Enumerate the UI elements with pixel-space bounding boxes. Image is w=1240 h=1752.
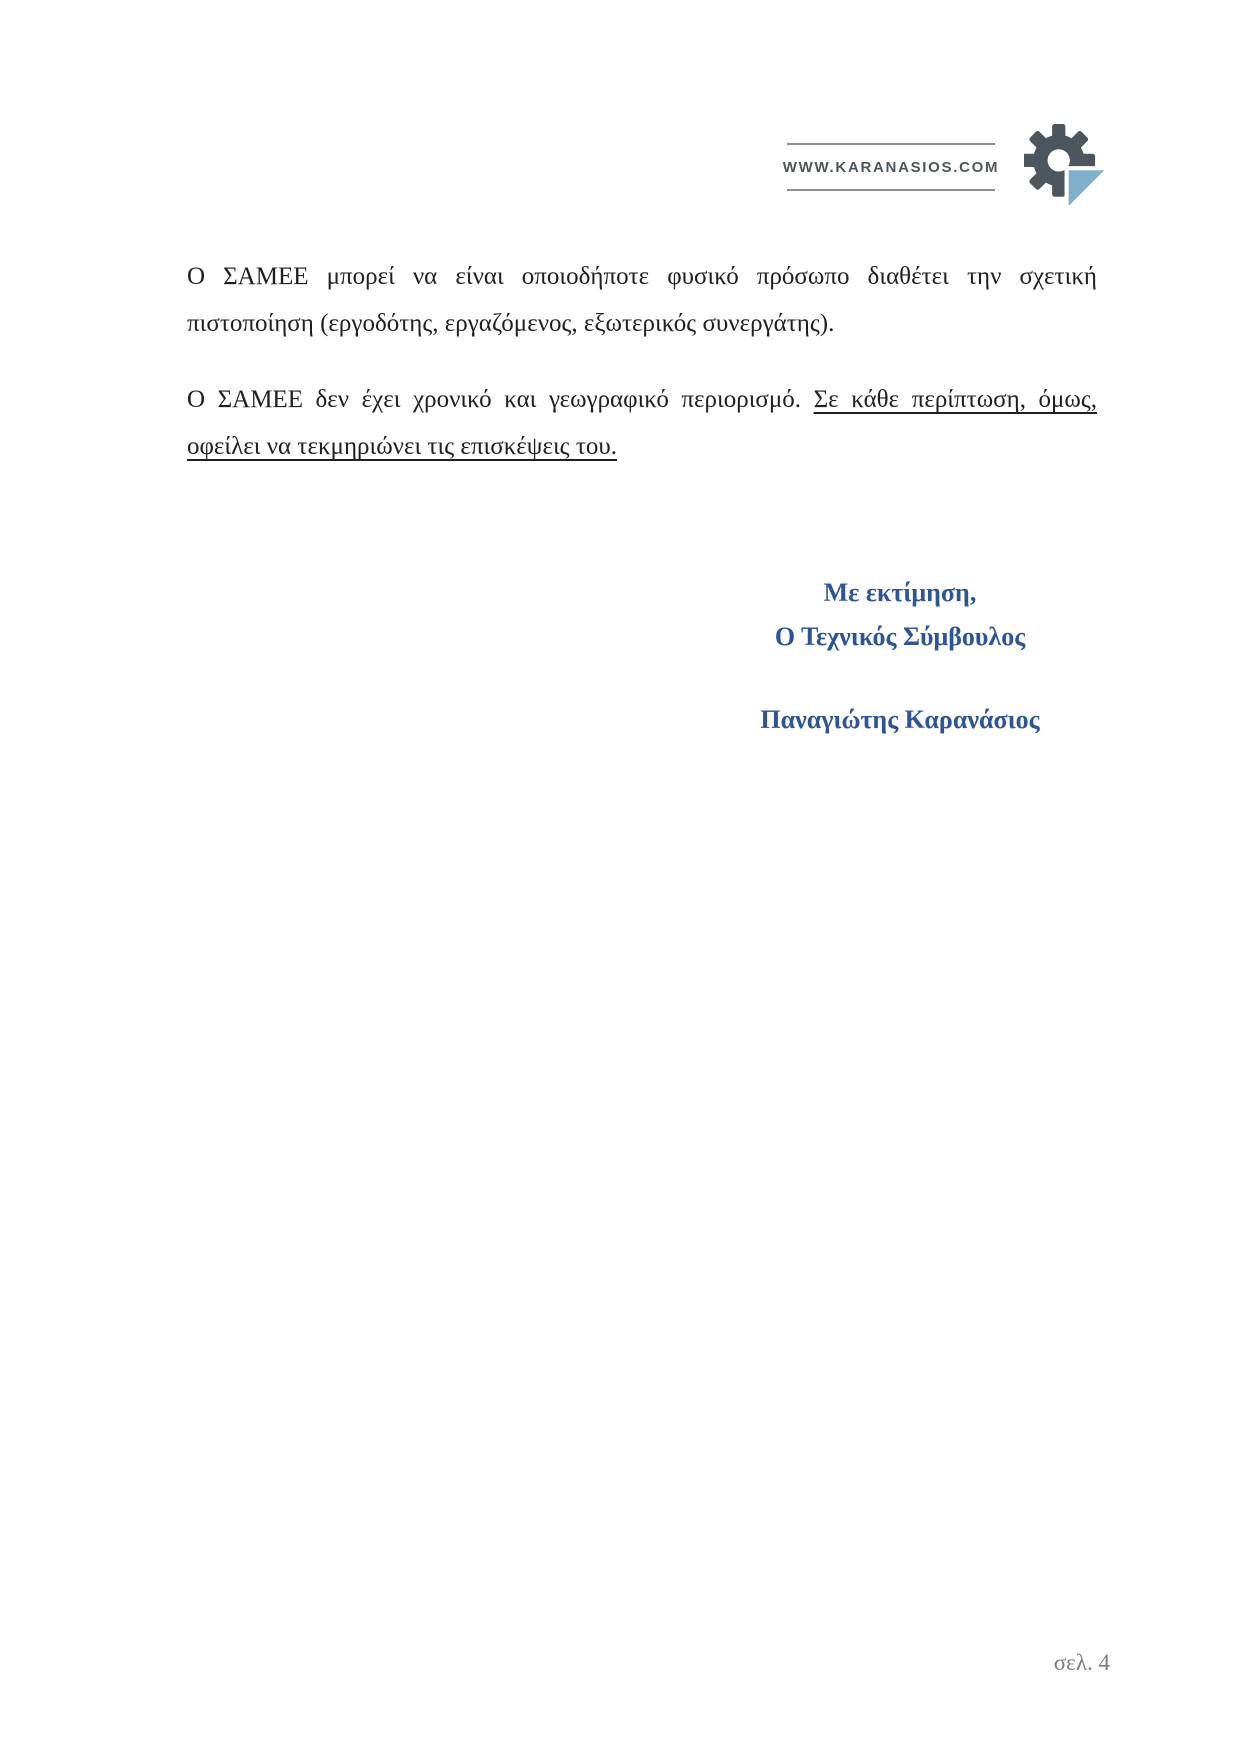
- paragraph-limitation: [187, 376, 1097, 470]
- paragraph-limitation-underlined: Σε κάθε περίπτωση, όμως, οφείλει να τεκμηριώνει τις επισκέψεις του.: [187, 386, 1097, 460]
- page-number-label: σελ. 4: [1053, 1650, 1110, 1675]
- paragraph-certification: Ο ΣΑΜΕΕ μπορεί να είναι οποιοδήποτε φυσικό πρόσωπο διαθέτει την σχετική πιστοποίηση (εργοδότης, εργαζόμενος, εξωτερικός συνεργάτης).: [187, 263, 1097, 337]
- document-body: [187, 253, 1097, 470]
- logo-website-block: [782, 143, 1000, 191]
- gear-with-triangle-icon: [1024, 124, 1110, 210]
- logo-website-url: WWW.KARANASIOS.COM: [782, 158, 1000, 176]
- paragraph-limitation-plain: Ο ΣΑΜΕΕ δεν έχει χρονικό και γεωγραφικό περιορισμό.: [187, 386, 814, 413]
- signature-closing: Με εκτίμηση,: [823, 578, 977, 607]
- signature-role: Ο Τεχνικός Σύμβουλος: [774, 622, 1026, 651]
- signature-name: Παναγιώτης Καρανάσιος: [760, 705, 1040, 734]
